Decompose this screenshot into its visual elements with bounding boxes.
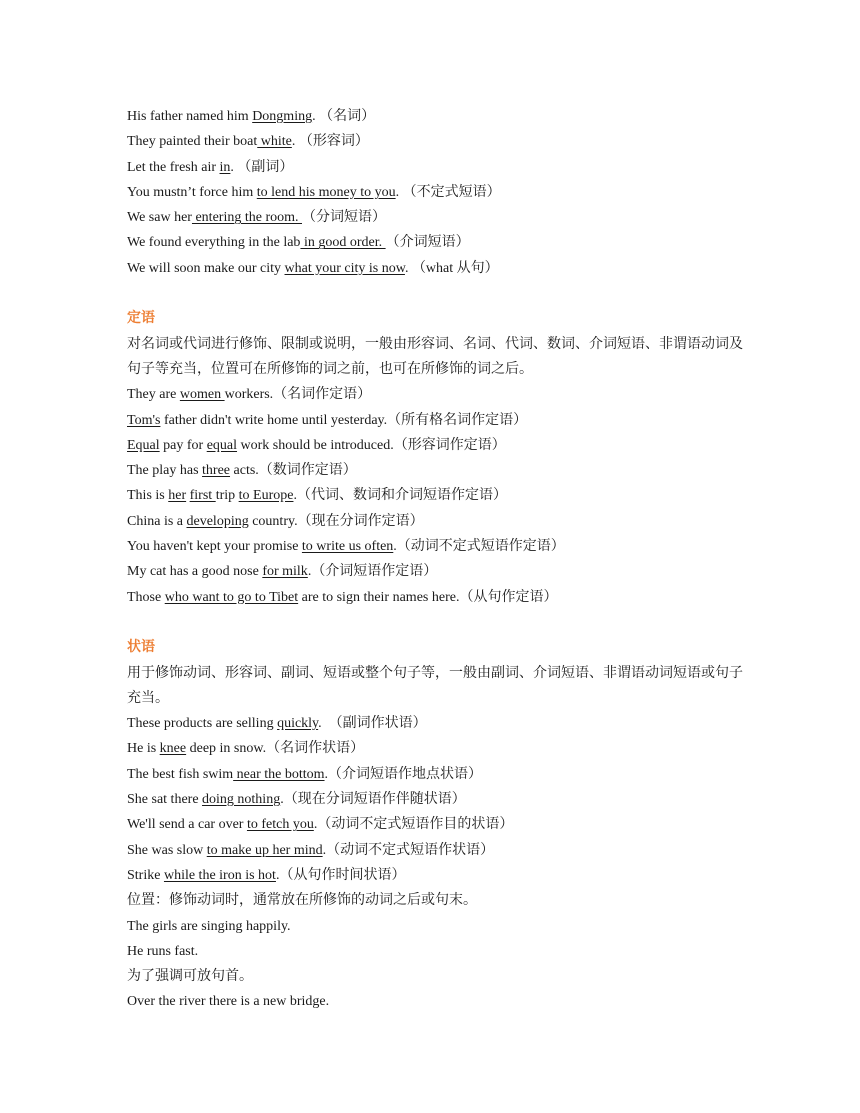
example-sentence	[127, 863, 747, 888]
sentence-text: .（动词不定式短语作目的状语）	[313, 817, 514, 833]
sentence-text: pay for	[159, 437, 207, 453]
underlined-phrase: near the bottom	[233, 766, 325, 782]
sentence-text: .（介词短语作地点状语）	[324, 766, 483, 782]
sentence-text: father didn't write home until yesterday.（所有格名词作定语）	[160, 412, 528, 428]
underlined-phrase: her	[168, 488, 187, 504]
underlined-phrase: in good order.	[300, 235, 386, 251]
example-sentence	[127, 838, 747, 863]
underlined-phrase: Tom's	[127, 412, 161, 428]
example-sentence	[127, 408, 747, 433]
sentence-text: Strike	[127, 867, 164, 883]
underlined-phrase: who want to go to Tibet	[164, 589, 299, 605]
example-sentence	[127, 736, 747, 761]
sentence-text: . （不定式短语）	[395, 184, 501, 200]
example-sentence	[127, 129, 747, 154]
example-sentence: He runs fast.	[127, 943, 199, 959]
example-sentence	[127, 585, 747, 610]
underlined-phrase: while the iron is hot	[163, 867, 276, 883]
underlined-phrase: women	[179, 387, 225, 403]
sentence-text: .（现在分词短语作伴随状语）	[280, 792, 466, 808]
underlined-phrase: equal	[206, 437, 238, 453]
example-sentence	[127, 458, 747, 483]
sentence-text: . （副词）	[230, 159, 294, 175]
example-sentence	[127, 382, 747, 407]
example-sentence	[127, 104, 747, 129]
sentence-text: You mustn’t force him	[127, 184, 257, 200]
sentence-text: . （名词）	[312, 109, 376, 124]
underlined-phrase: to lend his money to you	[256, 184, 396, 200]
example-sentence	[127, 155, 747, 180]
adverbial-description: 用于修饰动词、形容词、副词、短语或整个句子等，一般由副词、介词短语、非谓语动词短语或句子充当。	[127, 665, 743, 706]
example-sentence	[127, 534, 747, 559]
sentence-text: We will soon make our city	[127, 260, 285, 276]
sentence-text: .（介词短语作定语）	[307, 564, 438, 580]
example-sentence	[127, 205, 747, 230]
example-sentence	[127, 711, 747, 736]
sentence-text: .（动词不定式短语作状语）	[322, 842, 495, 858]
example-sentence	[127, 509, 747, 534]
attributive-description: 对名词或代词进行修饰、限制或说明，一般由形容词、名词、代词、数词、介词短语、非谓语动词及句子等充当，位置可在所修饰的词之前，也可在所修饰的词之后。	[127, 336, 743, 377]
sentence-text: The best fish swim	[127, 766, 234, 782]
underlined-phrase: for milk	[262, 564, 308, 580]
underlined-phrase: to write us often	[301, 539, 394, 555]
sentence-text: （分词短语）	[302, 210, 386, 226]
underlined-phrase: to make up her mind	[206, 842, 323, 858]
example-sentence	[127, 230, 747, 255]
example-sentence	[127, 483, 747, 508]
sentence-text: We saw her	[127, 210, 192, 226]
underlined-phrase: first	[189, 488, 216, 504]
sentence-text: Those	[127, 589, 165, 605]
example-sentence	[127, 812, 747, 837]
sentence-text: are to sign their names here.（从句作定语）	[298, 589, 558, 605]
sentence-text: .（从句作时间状语）	[275, 867, 406, 883]
example-sentence	[127, 256, 747, 281]
underlined-phrase: doing nothing	[202, 792, 281, 808]
sentence-text: country.（现在分词作定语）	[248, 513, 424, 529]
object-complement-examples	[127, 104, 747, 281]
underlined-phrase: in	[219, 159, 231, 175]
sentence-text: They are	[127, 387, 180, 403]
sentence-text: We found everything in the lab	[127, 235, 301, 251]
sentence-text: They painted their boat	[127, 134, 258, 150]
sentence-text: He is	[127, 741, 160, 757]
attributive-examples	[127, 382, 747, 610]
underlined-phrase: what your city is now	[284, 260, 405, 276]
example-sentence: The girls are singing happily.	[127, 918, 291, 934]
position-note: 为了强调可放句首。	[127, 969, 253, 985]
sentence-text: deep in snow.（名词作状语）	[186, 741, 365, 757]
underlined-phrase: three	[202, 463, 231, 479]
sentence-text: China is a	[127, 513, 187, 529]
example-sentence	[127, 433, 747, 458]
underlined-phrase: white	[257, 134, 292, 150]
underlined-phrase: knee	[159, 741, 187, 757]
sentence-text: This is	[127, 488, 169, 504]
sentence-text: My cat has a good nose	[127, 564, 263, 580]
sentence-text: . （形容词）	[291, 134, 369, 150]
position-note: 位置：修饰动词时，通常放在所修饰的动词之后或句末。	[127, 893, 477, 909]
underlined-phrase: to fetch you	[246, 817, 314, 833]
sentence-text: She sat there	[127, 792, 203, 808]
example-sentence: Over the river there is a new bridge.	[127, 994, 330, 1010]
sentence-text: trip	[215, 488, 239, 504]
example-sentence	[127, 787, 747, 812]
sentence-text: Let the fresh air	[127, 159, 220, 175]
sentence-text: We'll send a car over	[127, 817, 247, 833]
section-heading-attributive: 定语	[127, 311, 155, 327]
underlined-phrase: developing	[186, 513, 249, 529]
sentence-text: workers.（名词作定语）	[224, 387, 372, 403]
example-sentence	[127, 762, 747, 787]
sentence-text: These products are selling	[127, 716, 278, 732]
sentence-text: acts.（数词作定语）	[230, 463, 357, 479]
underlined-phrase: Equal	[127, 437, 160, 453]
sentence-text: His father named him	[127, 109, 253, 124]
sentence-text: work should be introduced.（形容词作定语）	[237, 437, 506, 453]
sentence-text: .（代词、数词和介词短语作定语）	[293, 488, 507, 504]
example-sentence	[127, 180, 747, 205]
sentence-text: . （what 从句）	[404, 260, 499, 276]
sentence-text: .（动词不定式短语作定语）	[393, 539, 565, 555]
sentence-text: （介词短语）	[385, 235, 470, 251]
sentence-text: . （副词作状语）	[318, 716, 427, 732]
section-heading-adverbial: 状语	[127, 640, 155, 656]
sentence-text: She was slow	[127, 842, 207, 858]
underlined-phrase: entering the room.	[191, 210, 302, 226]
underlined-phrase: Dongming	[252, 109, 313, 124]
underlined-phrase: quickly	[277, 716, 319, 732]
adverbial-examples	[127, 711, 747, 888]
document-page	[127, 104, 747, 1015]
example-sentence	[127, 559, 747, 584]
sentence-text: You haven't kept your promise	[127, 539, 302, 555]
sentence-text: The play has	[127, 463, 203, 479]
underlined-phrase: to Europe	[238, 488, 294, 504]
